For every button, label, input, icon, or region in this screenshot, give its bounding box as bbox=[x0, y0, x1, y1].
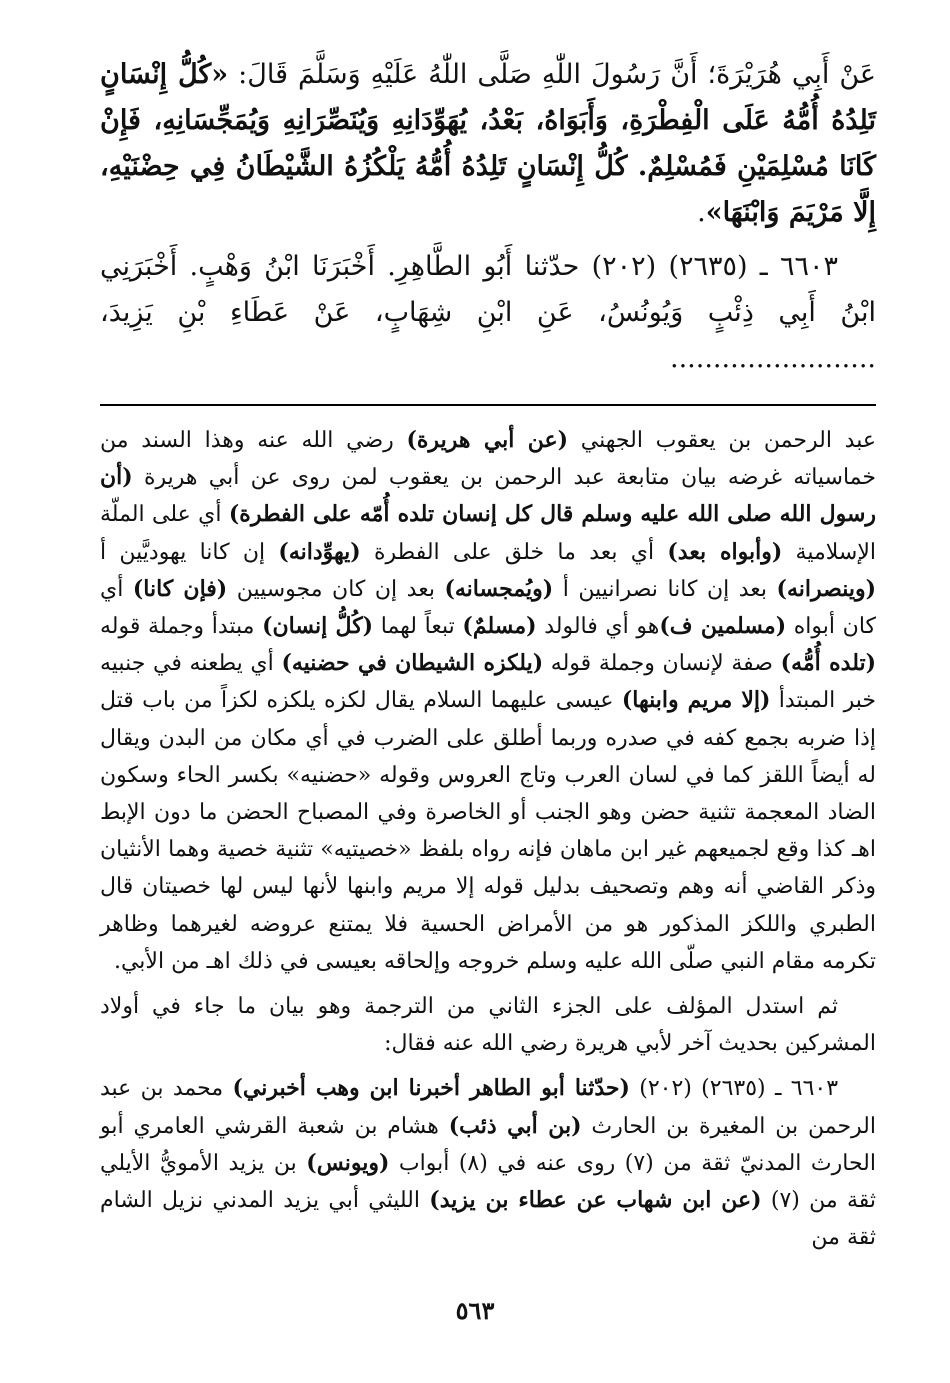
hadith-intro: عَنْ أَبِي هُرَيْرَةَ؛ أَنَّ رَسُولَ اللّٰهِ صَلَّى اللّٰهُ عَلَيْهِ وَسَلَّمَ قَالَ: bbox=[228, 59, 877, 90]
hadith-paragraph bbox=[100, 52, 876, 236]
commentary-text bbox=[100, 422, 876, 1256]
para1-segment: (تلده أُمُّه) bbox=[780, 650, 877, 677]
hadith-isnad: ٦٦٠٣ ـ (٢٦٣٥) (٢٠٢) حدّثنا أَبُو الطَّاهِرِ. أَخْبَرَنَا ابْنُ وَهْبٍ. أَخْبَرَنِي ابْنُ أَبِي ذِئْبٍ وَيُونُسُ، عَنِ ابْنِ شِهَابٍ، عَنْ عَطَاءِ بْنِ يَزِيدَ، bbox=[100, 251, 876, 328]
para3-segment: ٦٦٠٣ ـ (٢٦٣٥) (٢٠٢) bbox=[629, 1076, 839, 1102]
para1-segment: إن كانا يهوديَّين أ bbox=[100, 539, 279, 565]
page-body bbox=[100, 52, 876, 1256]
hadith-text bbox=[100, 52, 876, 382]
para1-segment: (أن رسول الله صلى الله عليه وسلم قال كل إنسان تلده أُمّه على الفطرة) bbox=[100, 464, 877, 528]
para1-segment: (ويُمجسانه) bbox=[444, 575, 554, 602]
para1-segment: (يهوِّدانه) bbox=[278, 538, 361, 565]
para1-segment: صفة لإنسان وجملة قوله bbox=[543, 651, 781, 677]
para1-segment: (وأبواه بعد) bbox=[667, 538, 783, 565]
commentary-paragraph-3 bbox=[100, 1070, 876, 1256]
para1-segment: مبتدأ وجملة قوله bbox=[100, 614, 263, 640]
commentary-paragraph-1 bbox=[100, 422, 876, 980]
para1-segment: عيسى عليهما السلام يقال لكزه يلكزه لكزاً من باب قتل إذا ضربه بجمع كفه في صدره وربما أطلق على الضرب في أي مكان من البدن ويقال له أيضاً اللقز كما في لسان العرب وتاج العروس وقوله «حضنيه» بكسر الحاء وسكون الضاد المعجمة تثنية حضن وهو الجنب أو الخاصرة وفي المصباح الحضن ما دون الإبط اهـ كذا وقع لجميعهم غير ابن ماهان فإنه رواه بلفظ «خصيتيه» تثنية خصية وهما الأنثيان وذكر القاضي أنه وهم وتصحيف بدليل قوله إلا مريم وابنها لأنها ليس لها خصيتان قال الطبري واللكز المذكور هو من الأمراض الحسية فلا يمتنع عروضه لغيرهما وظاهر تكرمه مقام النبي صلّى الله عليه وسلم خروجه وإلحاقه بعيسى في ذلك اهـ من الأبي. bbox=[100, 688, 876, 974]
para1-segment: (يلكزه الشيطان في حضنيه) bbox=[281, 650, 544, 677]
para1-segment: (إلا مريم وابنها) bbox=[621, 687, 771, 714]
ellipsis-dots: ........................ bbox=[670, 343, 876, 374]
hadith-end: . bbox=[697, 197, 706, 228]
para1-segment: أي على الملّة الإسلامية bbox=[100, 502, 876, 565]
para1-segment: عبد الرحمن بن يعقوب الجهني bbox=[568, 428, 876, 453]
para1-segment: (فإن كانا) bbox=[132, 575, 228, 602]
commentary-paragraph-2: ثم استدل المؤلف على الجزء الثاني من الترجمة وهو بيان ما جاء في أولاد المشركين بحديث آخر لأبي هريرة رضي الله عنه فقال: bbox=[100, 994, 876, 1057]
hadith-matn: «كُلُّ إِنْسَانٍ تَلِدُهُ أُمُّهُ عَلَى الْفِطْرَةِ، وَأَبَوَاهُ، بَعْدُ، يُهَوِّدَانِهِ وَيُنَصِّرَانِهِ وَيُمَجِّسَانِهِ، فَإِنْ كَانَا مُسْلِمَيْنِ فَمُسْلِمٌ. كُلُّ إِنْسَانٍ تَلِدُهُ أُمُّهُ يَلْكُزُهُ الشَّيْطَانُ فِي حِضْنَيْهِ، إِلَّا مَرْيَمَ وَابْنَهَا» bbox=[100, 59, 876, 228]
para1-segment: رضي الله عنه وهذا السند من خماسياته غرضه بيان متابعة عبد الرحمن بن يعقوب لمن روى عن أبي هريرة bbox=[100, 428, 876, 491]
para1-segment: بعد إن كانا نصرانيين أ bbox=[553, 576, 777, 602]
para3-segment: هشام بن شعبة القرشي العامري أبو الحارث المدنيّ ثقة من (٧) روى عنه في (٨) أبواب bbox=[100, 1113, 876, 1176]
page-number: ٥٦٣ bbox=[455, 1296, 495, 1325]
para1-segment: (وينصرانه) bbox=[776, 575, 876, 602]
para1-segment: (كُلُّ إنسان) bbox=[262, 613, 374, 640]
para1-segment: هو أي فالولد bbox=[536, 614, 660, 640]
para3-segment: محمد بن عبد الرحمن بن المغيرة بن الحارث bbox=[100, 1076, 877, 1139]
para1-segment: أي بعد ما خلق على الفطرة bbox=[360, 539, 668, 565]
para1-segment: بعد إن كان مجوسيين bbox=[227, 576, 445, 602]
para3-segment: (عن ابن شهاب عن عطاء بن يزيد) bbox=[429, 1187, 762, 1214]
separator-line bbox=[100, 404, 876, 406]
para1-segment: تبعاً لهما bbox=[373, 614, 463, 640]
para3-segment: (حدّثنا أبو الطاهر أخبرنا ابن وهب أخبرني) bbox=[232, 1075, 630, 1102]
para3-segment: (ويونس) bbox=[306, 1149, 390, 1176]
para1-segment: (مسلمٌ) bbox=[462, 613, 537, 640]
para3-segment: الليثي أبي يزيد المدني نزيل الشام ثقة من bbox=[100, 1188, 876, 1251]
para3-segment: بن يزيد الأمويُّ الأيلي ثقة من (٧) bbox=[100, 1150, 876, 1214]
para1-segment: أي كان أبواه bbox=[100, 576, 877, 640]
para1-segment: أي يطعنه في جنبيه خبر المبتدأ bbox=[100, 651, 876, 714]
hadith-isnad-paragraph bbox=[100, 244, 876, 382]
para1-segment: (عن أبي هريرة) bbox=[406, 427, 569, 453]
para1-segment: (مسلمين ف) bbox=[659, 613, 787, 640]
para3-segment: (بن أبي ذئب) bbox=[448, 1112, 582, 1139]
